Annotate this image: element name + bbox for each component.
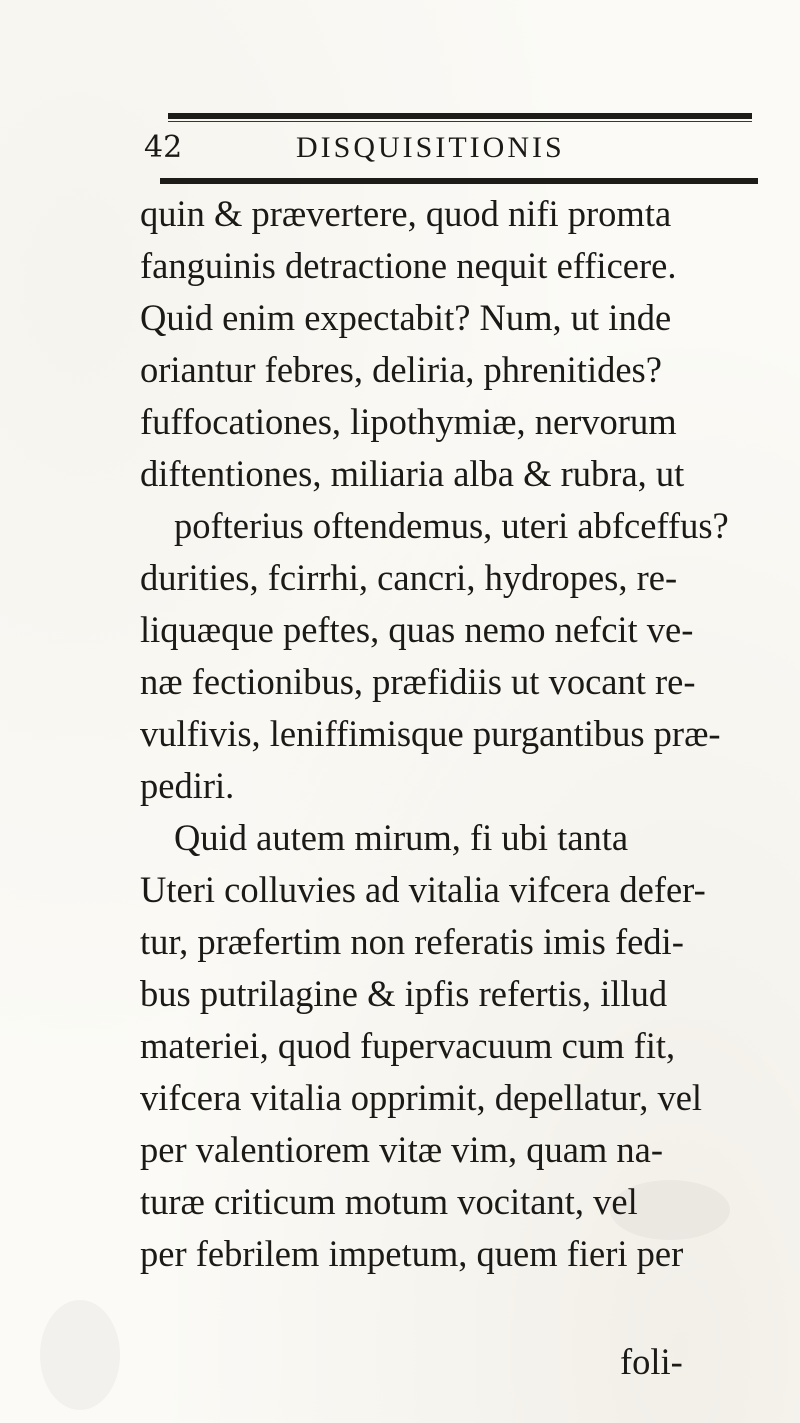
text-line: tur, præfertim non referatis imis fedi- <box>140 921 684 962</box>
paper-stain <box>40 1300 120 1410</box>
header-rule-bottom <box>160 178 758 184</box>
text-line: pediri. <box>140 765 235 806</box>
text-line: quin & prævertere, quod nifi promta <box>140 193 672 234</box>
text-line: næ fectionibus, præfidiis ut vocant re- <box>140 661 696 702</box>
text-line: oriantur febres, deliria, phrenitides? <box>140 349 662 390</box>
body-text <box>140 188 780 1280</box>
text-line: per valentiorem vitæ vim, quam na- <box>140 1129 664 1170</box>
text-line: vifcera vitalia opprimit, depellatur, vel <box>140 1077 703 1118</box>
text-line: turæ criticum motum vocitant, vel <box>140 1181 638 1222</box>
text-line: pofterius oftendemus, uteri abfceffus? <box>174 505 729 546</box>
text-line: vulfivis, leniffimisque purgantibus præ- <box>140 713 721 754</box>
header-rule-thin <box>168 121 752 122</box>
header-rule-top <box>168 113 752 119</box>
text-line: diftentiones, miliaria alba & rubra, ut <box>140 453 685 494</box>
text-line: fuffocationes, lipothymiæ, nervorum <box>140 401 677 442</box>
text-line: per febrilem impetum, quem fieri per <box>140 1233 684 1274</box>
text-line: Uteri colluvies ad vitalia vifcera defer- <box>140 869 706 910</box>
text-line: materiei, quod fupervacuum cum fit, <box>140 1025 676 1066</box>
catchword: foli- <box>620 1341 683 1382</box>
text-line: bus putrilagine & ipfis refertis, illud <box>140 973 668 1014</box>
paragraph-start-line: Quid autem mirum, fi ubi tanta <box>174 817 629 858</box>
running-head: DISQUISITIONIS <box>296 131 565 164</box>
page-number: 42 <box>144 130 183 165</box>
text-line: Quid enim expectabit? Num, ut inde <box>140 297 672 338</box>
text-line: durities, fcirrhi, cancri, hydropes, re- <box>140 557 678 598</box>
text-line: fanguinis detractione nequit efficere. <box>140 245 677 286</box>
text-line: liquæque peftes, quas nemo nefcit ve- <box>140 609 694 650</box>
